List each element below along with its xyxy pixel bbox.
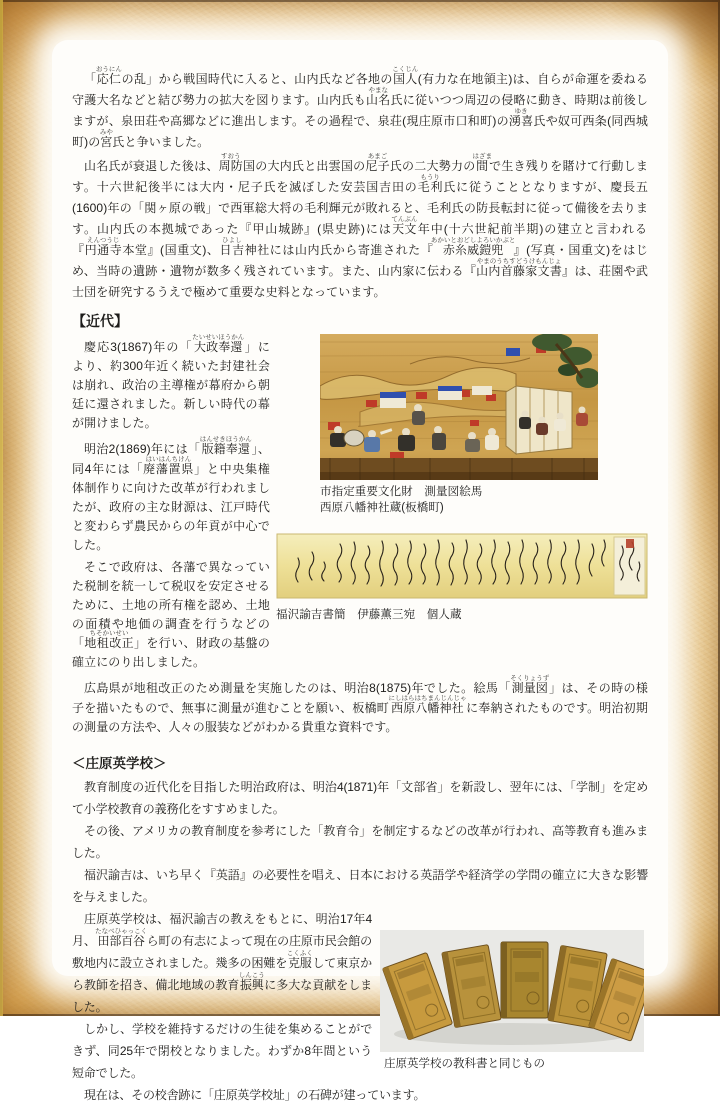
paragraph: そこで政府は、各藩で異なっていた税制を統一して税収を安定させるために、土地の所有権を認め、土地の面積や地価の調査を行うなどの「地租改正ちそかいせい」を行い、財政の基盤の確立にのり出しました。 [72, 560, 271, 669]
section-eigakko-body [72, 908, 648, 1106]
paragraph: 現在は、その校舎跡に「庄原英学校址」の石碑が建っています。 [84, 1088, 426, 1102]
ema-caption [320, 484, 648, 516]
books-photo-image [380, 930, 648, 1072]
kindai-media-column [276, 334, 648, 652]
books-photo-svg [380, 930, 644, 1052]
paragraph: その後、アメリカの教育制度を参考にした「教育令」を制定するなどの改革が行われ、高等教育も進みました。 [72, 824, 648, 860]
ema-painting-image [320, 334, 598, 480]
section-eigakko [72, 755, 648, 1106]
paragraph: 教育制度の近代化を目指した明治政府は、明治4(1871)年「文部省」を新設し、翌年には、「学制」を定めて小学校教育の義務化をすすめました。 [72, 780, 648, 816]
section-kindai [72, 312, 648, 740]
books-caption: 庄原英学校の教科書と同じもの [384, 1058, 545, 1070]
ema-caption-line1: 市指定重要文化財 測量図絵馬 [320, 486, 483, 498]
letter-image [276, 532, 648, 600]
section-kindai-body [72, 334, 648, 740]
red-seal-icon [626, 539, 634, 548]
paragraph: 明治2(1869)年には「版籍奉還はんせきほうかん」、同4年には「廃藩置県はいはんちけん」と中央集権体制作りに向けた改革が行われましたが、政府の主な財源は、江戸時代と変わらず農民からの年貢が中心でした。 [72, 436, 270, 552]
paragraph: 慶応3(1867)年の「大政奉還たいせいほうかん」により、約300年近く続いた封建社会は崩れ、政治の主導権が幕府から朝廷に還されました。新しい時代の幕が開けました。 [72, 334, 271, 430]
letter-svg [276, 532, 648, 600]
section-eigakko-intro [72, 776, 648, 908]
paragraph: しかし、学校を維持するだけの生徒を集めることができず、同25年で閉校となりました。わずか8年間という短命でした。 [72, 1022, 372, 1080]
section-heading-kindai: 【近代】 [72, 313, 128, 329]
paragraph: 広島県が地租改正のため測量を実施したのは、明治8(1875)年でした。絵馬「測量図そくりょうず」は、その時の様子を描いたもので、無事に測量が進むことを願い、板橋町西原八幡神社にしはらはちまんじんじゃに奉納されたものです。明治初期の測量の方法や、人々の服装などがわかる貴重な資料です。 [72, 675, 648, 734]
paragraph: 福沢諭吉は、いち早く『英語』の必要性を唱え、日本における英語学や経済学の学問の確立に大きな影響を与えました。 [72, 868, 648, 904]
ema-painting-svg [320, 334, 598, 480]
ema-caption-line2: 西原八幡神社蔵(板橋町) [320, 502, 444, 514]
page-content-sheet [52, 40, 668, 1102]
paragraph: 庄原英学校は、福沢諭吉の教えをもとに、明治17年4月、田部百谷たなべひゃっこくら町の有志によって現在の庄原市民会館の敷地内に設立されました。幾多の困難を克服こくふくして東京から教師を招き、備北地域の教育振興しんこうに多大な貢献をしました。 [72, 912, 372, 1014]
section-sengoku [72, 66, 648, 303]
paragraph: 「応仁おうにんの乱」から戦国時代に入ると、山内氏など各地の国人こくじん(有力な在地領主)は、自らが命運を委ねる守護大名などと結び勢力の拡大を図ります。山内氏も山名やまな氏に従いつつ周辺の侵略に動き、時期は前後しますが、泉田荘や高郷などに進出します。その過程で、泉荘(現庄原市口和町)の湧喜ゆき氏や奴可西条(同西城町)の宮みや氏と争いました。 [72, 66, 649, 149]
letter-caption: 福沢諭吉書簡 伊藤薫三宛 個人蔵 [276, 609, 462, 621]
paragraph: 山名氏が衰退した後は、周防すおう国の大内氏と出雲国の尼子あまご氏の二大勢力の間はざまで生き残りを賭けて行動します。十六世紀後半には大内・尼子氏を滅ぼした安芸国吉田の毛利もうり氏に従うこととなりますが、慶長五(1600)年の「関ヶ原の戦」で西軍総大将の毛利輝元が敗れると、毛利氏の防長転封に従って備後を去ります。山内氏の本拠城であった『甲山城跡』(県史跡)には天文てんぶん年中(十六世紀前半期)の建立と言われる『円通寺えんつうじ本堂』(国重文)、日吉ひよし神社には山内氏から寄進された『赤糸威鎧兜あかいとおどしよろいかぶと』(写真・国重文)をはじめ、当時の遺跡・遺物が数多く残されています。また、山内家に伝わる『山内首藤家文書やまのうちすどうけもんじょ』は、荘園や武士団を研究するうえで極めて重要な史料となっています。 [72, 153, 649, 299]
section-heading-eigakko: ＜庄原英学校＞ [72, 756, 167, 771]
